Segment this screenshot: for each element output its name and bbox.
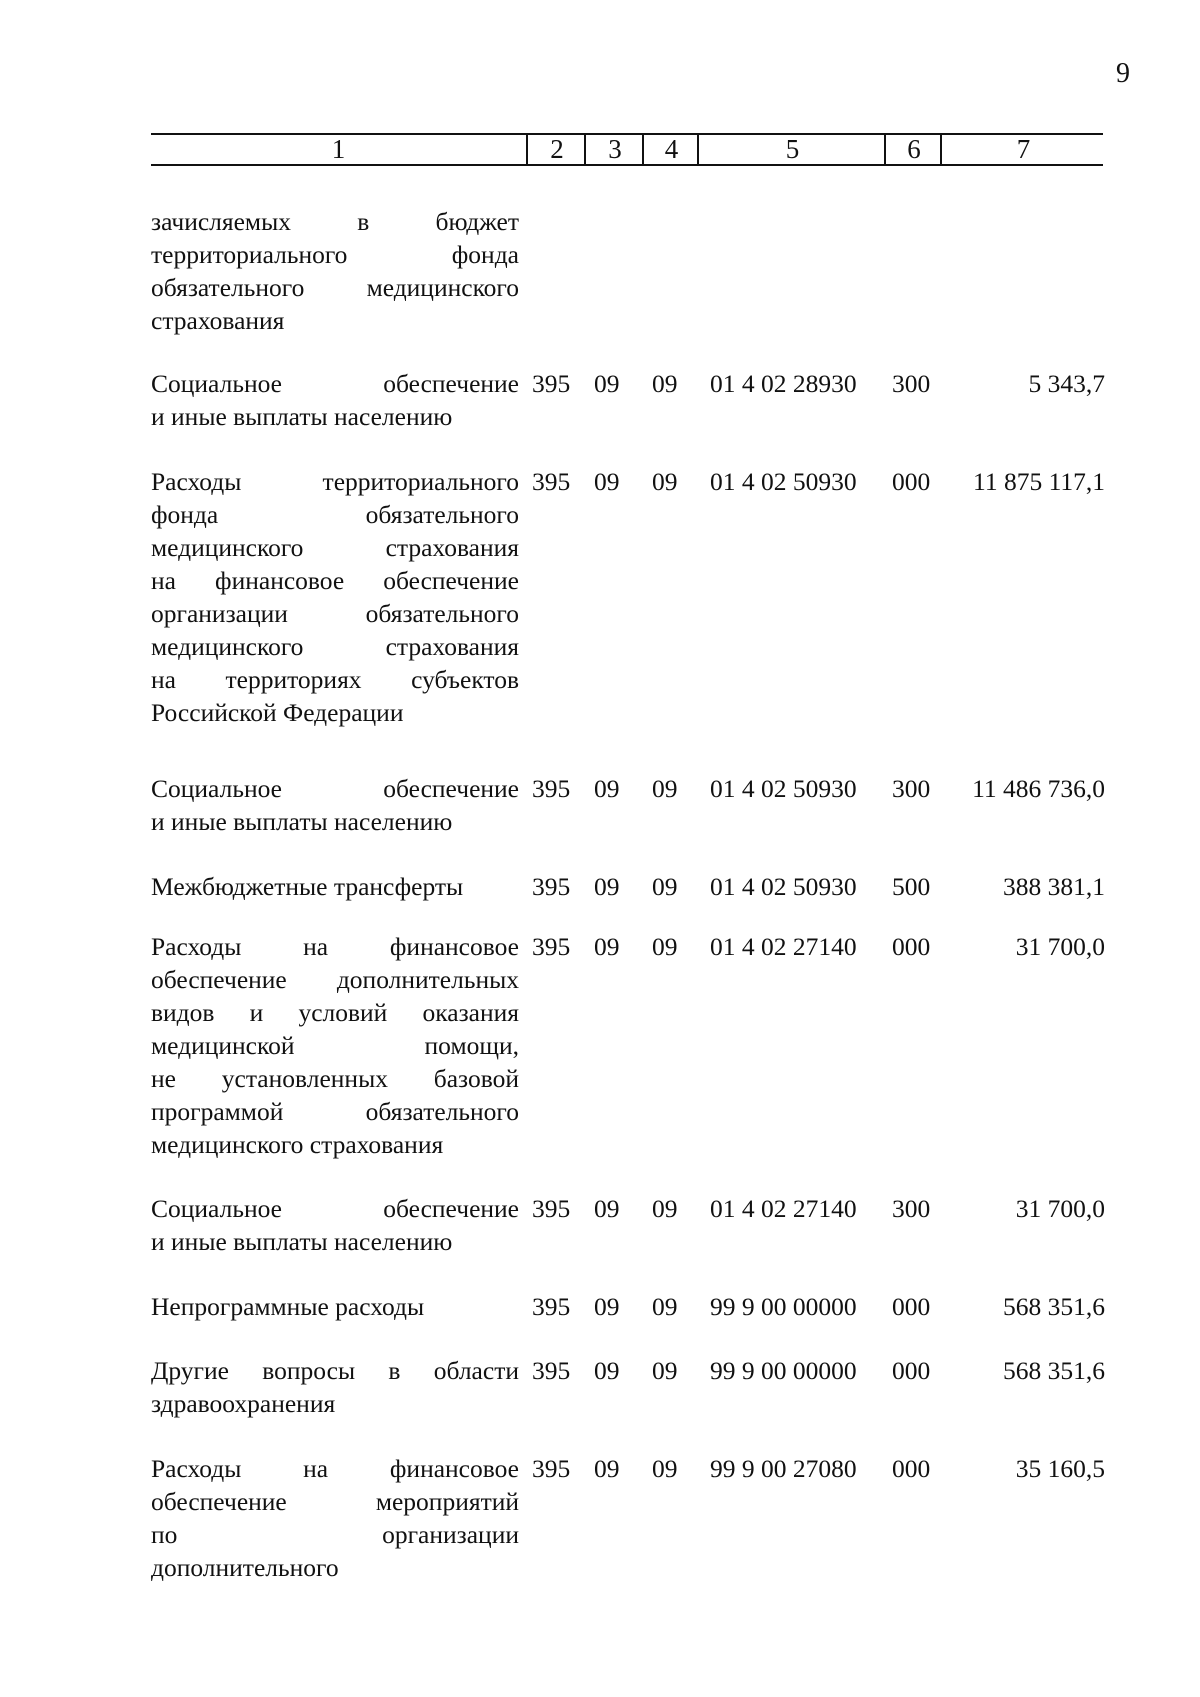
column-header-7: 7 xyxy=(940,135,1105,164)
description-line: Непрограммные расходы xyxy=(151,1292,425,1321)
description-line: фонда обязательного xyxy=(151,500,519,529)
cell-subsection-code: 09 xyxy=(652,467,678,496)
cell-section-code: 09 xyxy=(594,774,620,803)
description-line: Социальное обеспечение xyxy=(151,1194,519,1223)
description-line: зачисляемых в бюджет xyxy=(151,207,519,236)
cell-grbs-code: 395 xyxy=(532,932,571,961)
page-number: 9 xyxy=(1116,58,1130,89)
cell-target-article: 01 4 02 27140 xyxy=(710,932,857,961)
description-line: видов и условий оказания xyxy=(151,998,519,1027)
row-description xyxy=(151,772,519,838)
cell-grbs-code: 395 xyxy=(532,1454,571,1483)
description-line: Социальное обеспечение xyxy=(151,369,519,398)
description-line: территориального фонда xyxy=(151,240,519,269)
cell-section-code: 09 xyxy=(594,369,620,398)
row-description xyxy=(151,930,519,1161)
cell-section-code: 09 xyxy=(594,1292,620,1321)
description-line: медицинской помощи, xyxy=(151,1031,519,1060)
cell-grbs-code: 395 xyxy=(532,1194,571,1223)
description-line: страхования xyxy=(151,306,285,335)
cell-amount: 31 700,0 xyxy=(1015,932,1105,961)
column-header-6: 6 xyxy=(884,135,942,164)
cell-expense-type: 500 xyxy=(892,872,931,901)
cell-expense-type: 300 xyxy=(892,369,931,398)
cell-amount: 11 875 117,1 xyxy=(973,467,1105,496)
cell-amount: 388 381,1 xyxy=(1003,872,1105,901)
cell-grbs-code: 395 xyxy=(532,467,571,496)
description-line: медицинского страхования xyxy=(151,1130,444,1159)
row-description xyxy=(151,1452,519,1584)
cell-target-article: 01 4 02 28930 xyxy=(710,369,857,398)
description-line: Социальное обеспечение xyxy=(151,774,519,803)
cell-section-code: 09 xyxy=(594,1454,620,1483)
cell-amount: 568 351,6 xyxy=(1003,1356,1105,1385)
cell-section-code: 09 xyxy=(594,872,620,901)
description-line: и иные выплаты населению xyxy=(151,402,453,431)
cell-expense-type: 000 xyxy=(892,1454,931,1483)
row-description xyxy=(151,1354,519,1420)
cell-target-article: 01 4 02 27140 xyxy=(710,1194,857,1223)
description-line: по организации xyxy=(151,1520,519,1549)
description-line: на финансовое обеспечение xyxy=(151,566,519,595)
row-description xyxy=(151,465,519,729)
cell-subsection-code: 09 xyxy=(652,774,678,803)
cell-grbs-code: 395 xyxy=(532,369,571,398)
cell-amount: 31 700,0 xyxy=(1015,1194,1105,1223)
table-column-header xyxy=(151,133,1103,166)
cell-section-code: 09 xyxy=(594,467,620,496)
description-line: Другие вопросы в области xyxy=(151,1356,519,1385)
cell-subsection-code: 09 xyxy=(652,1356,678,1385)
cell-subsection-code: 09 xyxy=(652,1454,678,1483)
description-line: обеспечение мероприятий xyxy=(151,1487,519,1516)
description-line: Расходы территориального xyxy=(151,467,519,496)
cell-grbs-code: 395 xyxy=(532,1292,571,1321)
cell-expense-type: 000 xyxy=(892,1356,931,1385)
description-line: Расходы на финансовое xyxy=(151,1454,519,1483)
description-line: медицинского страхования xyxy=(151,632,519,661)
description-line: обязательного медицинского xyxy=(151,273,519,302)
cell-amount: 568 351,6 xyxy=(1003,1292,1105,1321)
description-line: программой обязательного xyxy=(151,1097,519,1126)
row-description xyxy=(151,367,519,433)
row-description xyxy=(151,1192,519,1258)
cell-target-article: 99 9 00 27080 xyxy=(710,1454,857,1483)
description-line: Российской Федерации xyxy=(151,698,404,727)
cell-section-code: 09 xyxy=(594,1356,620,1385)
column-header-1: 1 xyxy=(331,134,346,164)
cell-target-article: 01 4 02 50930 xyxy=(710,467,857,496)
row-description xyxy=(151,870,519,903)
description-line: на территориях субъектов xyxy=(151,665,519,694)
description-line: организации обязательного xyxy=(151,599,519,628)
description-line: и иные выплаты населению xyxy=(151,807,453,836)
column-header-5: 5 xyxy=(697,135,886,164)
cell-grbs-code: 395 xyxy=(532,872,571,901)
cell-subsection-code: 09 xyxy=(652,1292,678,1321)
cell-amount: 5 343,7 xyxy=(1028,369,1105,398)
cell-grbs-code: 395 xyxy=(532,774,571,803)
header-bottom-rule xyxy=(151,164,1103,166)
cell-subsection-code: 09 xyxy=(652,1194,678,1223)
description-line: медицинского страхования xyxy=(151,533,519,562)
row-description xyxy=(151,1290,519,1323)
description-line: Расходы на финансовое xyxy=(151,932,519,961)
cell-target-article: 01 4 02 50930 xyxy=(710,774,857,803)
row-description xyxy=(151,205,519,337)
description-line: дополнительного xyxy=(151,1553,339,1582)
cell-subsection-code: 09 xyxy=(652,369,678,398)
cell-expense-type: 000 xyxy=(892,932,931,961)
cell-amount: 11 486 736,0 xyxy=(972,774,1105,803)
cell-subsection-code: 09 xyxy=(652,872,678,901)
description-line: Межбюджетные трансферты xyxy=(151,872,464,901)
column-header-4: 4 xyxy=(642,135,699,164)
cell-expense-type: 000 xyxy=(892,1292,931,1321)
cell-grbs-code: 395 xyxy=(532,1356,571,1385)
cell-expense-type: 000 xyxy=(892,467,931,496)
cell-target-article: 99 9 00 00000 xyxy=(710,1292,857,1321)
description-line: и иные выплаты населению xyxy=(151,1227,453,1256)
description-line: обеспечение дополнительных xyxy=(151,965,519,994)
description-line: здравоохранения xyxy=(151,1389,336,1418)
cell-target-article: 99 9 00 00000 xyxy=(710,1356,857,1385)
cell-expense-type: 300 xyxy=(892,774,931,803)
cell-target-article: 01 4 02 50930 xyxy=(710,872,857,901)
cell-section-code: 09 xyxy=(594,1194,620,1223)
cell-expense-type: 300 xyxy=(892,1194,931,1223)
cell-section-code: 09 xyxy=(594,932,620,961)
cell-subsection-code: 09 xyxy=(652,932,678,961)
cell-amount: 35 160,5 xyxy=(1015,1454,1105,1483)
description-line: не установленных базовой xyxy=(151,1064,519,1093)
column-header-2: 2 xyxy=(526,135,586,164)
column-header-3: 3 xyxy=(584,135,644,164)
